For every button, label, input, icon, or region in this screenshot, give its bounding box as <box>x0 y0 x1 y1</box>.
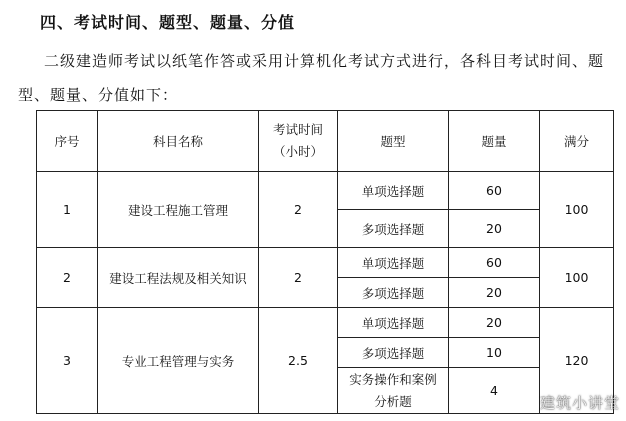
cell-count: 20 <box>449 308 540 338</box>
watermark: 建筑小讲堂 <box>539 394 620 412</box>
table-row <box>37 308 614 338</box>
cell-full: 120 <box>540 308 614 414</box>
cell-type <box>338 368 449 414</box>
cell-type: 多项选择题 <box>338 338 449 368</box>
cell-subject: 建设工程施工管理 <box>98 172 259 248</box>
cell-seq: 2 <box>37 248 98 308</box>
cell-seq: 1 <box>37 172 98 248</box>
cell-type: 多项选择题 <box>338 210 449 248</box>
cell-count: 60 <box>449 248 540 278</box>
cell-seq: 3 <box>37 308 98 414</box>
cell-count: 20 <box>449 210 540 248</box>
header-seq: 序号 <box>37 111 98 172</box>
table-header-row <box>37 111 614 172</box>
table-row <box>37 248 614 278</box>
table-row <box>37 172 614 210</box>
cell-type-line1: 实务操作和案例 <box>349 371 437 387</box>
cell-time: 2.5 <box>259 308 338 414</box>
section-heading: 四、考试时间、题型、题量、分值 <box>40 13 296 32</box>
header-subject: 科目名称 <box>98 111 259 172</box>
cell-count: 20 <box>449 278 540 308</box>
header-time-line2: （小时） <box>272 144 323 159</box>
cell-type-line2: 分析题 <box>374 393 412 409</box>
header-time-line1: 考试时间 <box>272 122 323 137</box>
cell-full: 100 <box>540 172 614 248</box>
cell-subject: 建设工程法规及相关知识 <box>98 248 259 308</box>
cell-full: 100 <box>540 248 614 308</box>
cell-type: 多项选择题 <box>338 278 449 308</box>
header-full: 满分 <box>540 111 614 172</box>
cell-type: 单项选择题 <box>338 172 449 210</box>
cell-type: 单项选择题 <box>338 308 449 338</box>
header-type: 题型 <box>338 111 449 172</box>
cell-time: 2 <box>259 172 338 248</box>
header-count: 题量 <box>449 111 540 172</box>
cell-count: 4 <box>449 368 540 414</box>
cell-count: 60 <box>449 172 540 210</box>
cell-count: 10 <box>449 338 540 368</box>
cell-type: 单项选择题 <box>338 248 449 278</box>
cell-subject: 专业工程管理与实务 <box>98 308 259 414</box>
intro-paragraph: 二级建造师考试以纸笔作答或采用计算机化考试方式进行，各科目考试时间、题型、题量、分值如下： <box>18 52 605 104</box>
header-time <box>259 111 338 172</box>
exam-table <box>36 110 614 414</box>
cell-time: 2 <box>259 248 338 308</box>
